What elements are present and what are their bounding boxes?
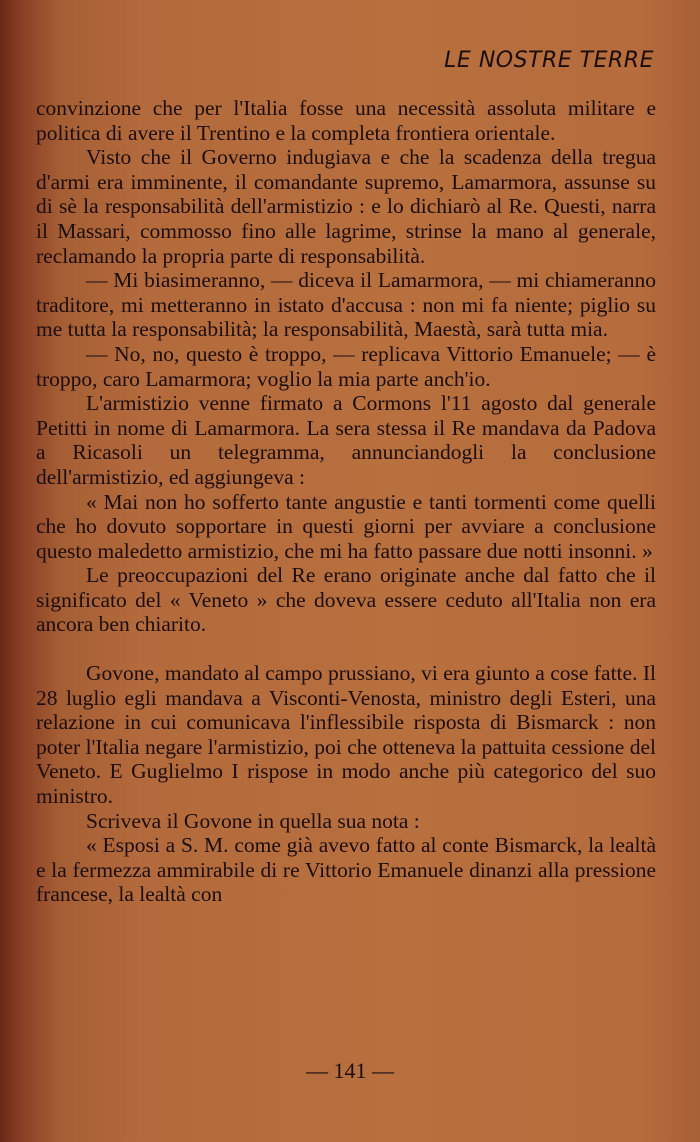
- paragraph: Govone, mandato al campo prussiano, vi era giunto a cose fatte. Il 28 luglio egli mandava a Visconti-Venosta, ministro degli Esteri, una relazione in cui comunicava l'inflessibile risposta di Bismarck : non poter l'Italia negare l'armistizio, poi che otteneva la pattuita cessione del Veneto. E Guglielmo I rispose in modo anche più categorico del suo ministro.: [36, 661, 656, 809]
- paragraph: « Esposi a S. M. come già avevo fatto al conte Bismarck, la lealtà e la fermezza ammirabile di re Vittorio Emanuele dinanzi alla pressione francese, la lealtà con: [36, 833, 656, 907]
- running-header: LE NOSTRE TERRE: [444, 48, 654, 73]
- paragraph: « Mai non ho sofferto tante angustie e tanti tormenti come quelli che ho dovuto sopportare in questi giorni per avviare a conclusione questo maledetto armistizio, che mi ha fatto passare due notti insonni. »: [36, 489, 656, 563]
- paragraph: Le preoccupazioni del Re erano originate anche dal fatto che il significato del « Veneto » che doveva essere ceduto all'Italia non era ancora ben chiarito.: [36, 563, 656, 637]
- section-gap: [36, 637, 656, 661]
- page-body: [36, 96, 656, 907]
- paragraph: L'armistizio venne firmato a Cormons l'11 agosto dal generale Petitti in nome di Lamarmora. La sera stessa il Re mandava da Padova a Ricasoli un telegramma, annunciandogli la conclusione dell'armistizio, ed aggiungeva :: [36, 391, 656, 489]
- page-number: — 141 —: [306, 1058, 394, 1083]
- paragraph: Scriveva il Govone in quella sua nota :: [86, 808, 420, 833]
- paragraph: convinzione che per l'Italia fosse una necessità assoluta militare e politica di avere il Trentino e la completa frontiera orientale.: [36, 96, 656, 145]
- paragraph: — Mi biasimeranno, — diceva il Lamarmora, — mi chiameranno traditore, mi metteranno in istato d'accusa : non mi fa niente; piglio su me tutta la responsabilità; la responsabilità, Maestà, sarà tutta mia.: [36, 268, 656, 342]
- paragraph: — No, no, questo è troppo, — replicava Vittorio Emanuele; — è troppo, caro Lamarmora; voglio la mia parte anch'io.: [36, 341, 656, 391]
- paragraph: Visto che il Governo indugiava e che la scadenza della tregua d'armi era imminente, il comandante supremo, Lamarmora, assunse su di sè la responsabilità dell'armistizio : e lo dichiarò al Re. Questi, narra il Massari, commosso fino alle lagrime, strinse la mano al generale, reclamando la propria parte di responsabilità.: [36, 145, 656, 268]
